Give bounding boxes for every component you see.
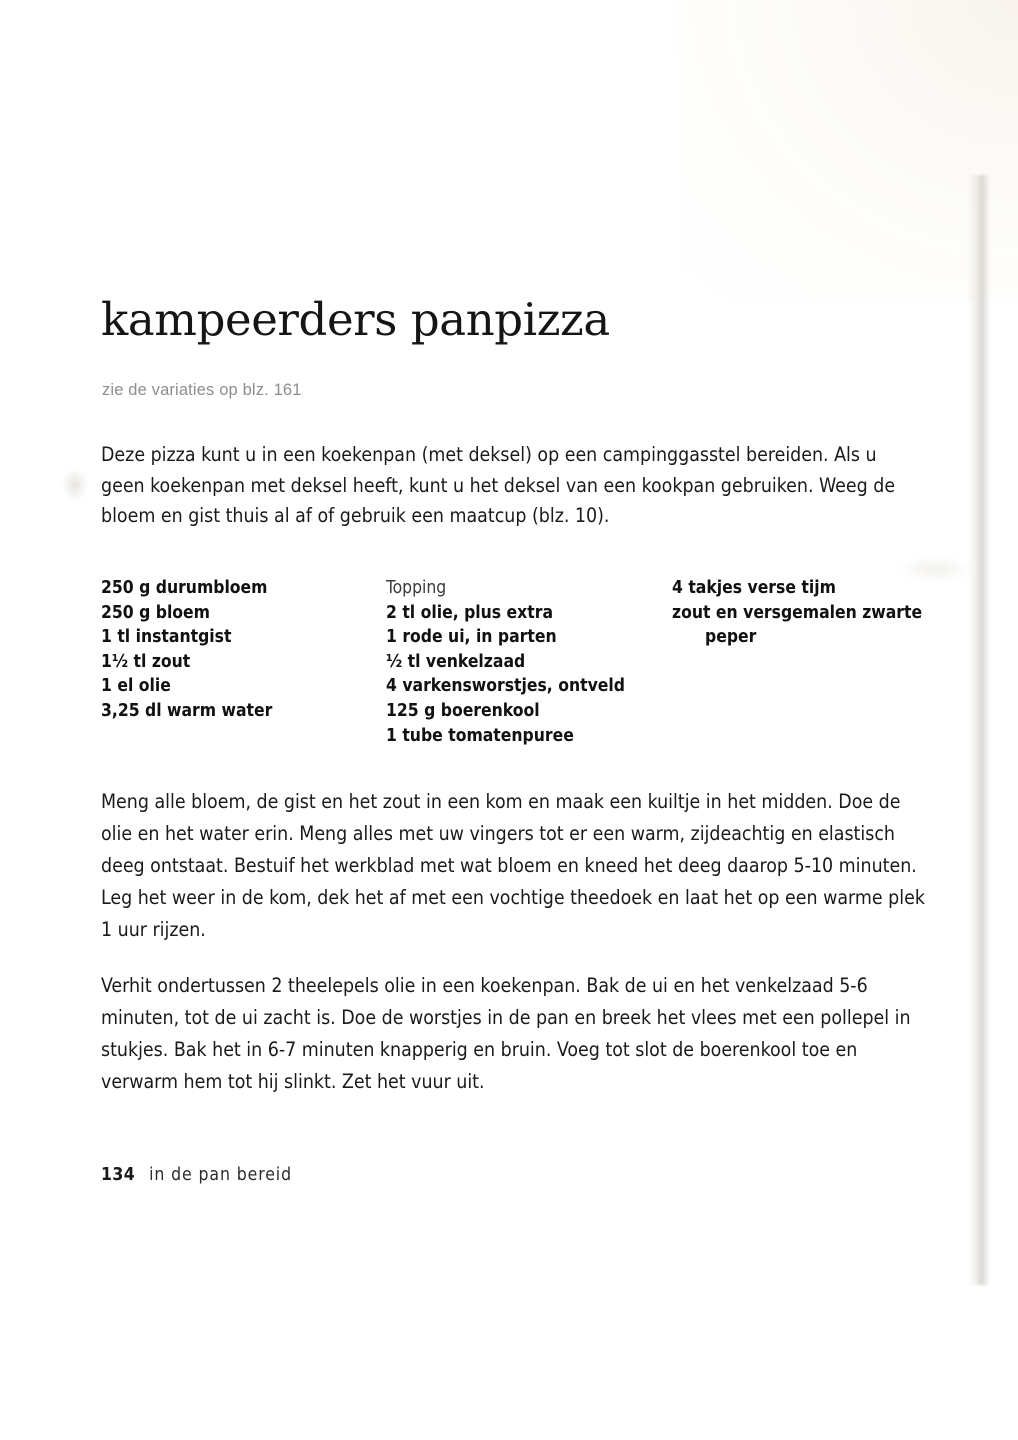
ingredient-item: zout en versgemalen zwarte bbox=[672, 602, 923, 623]
ingredient-item: 125 g boerenkool bbox=[386, 700, 540, 721]
ingredient-item: 4 takjes verse tijm bbox=[672, 578, 836, 598]
ingredient-item: 1 rode ui, in parten bbox=[386, 627, 557, 648]
ingredients-list-3 bbox=[672, 576, 925, 650]
method-step: Meng alle bloem, de gist en het zout in een kom en maak een kuiltje in het midden. Doe de olie en het water erin. Meng alles met uw vingers tot er een warm, zijdeachtig en elastisch deeg ontstaat. Bestuif het werkblad met wat bloem en kneed het deeg daarop 5-10 minuten. Leg het weer in de kom, dek het af met een vochtige theedoek en laat het op een warme plek 1 uur rijzen. bbox=[101, 790, 925, 941]
page-footer bbox=[101, 1165, 292, 1185]
paper-tint bbox=[678, 0, 1018, 300]
ingredients-column-3 bbox=[672, 576, 925, 650]
ingredients-section bbox=[101, 576, 925, 748]
ingredient-item: 2 tl olie, plus extra bbox=[386, 602, 553, 623]
ingredient-item: 1 tube tomatenpuree bbox=[386, 725, 574, 746]
method-step: Verhit ondertussen 2 theelepels olie in een koekenpan. Bak de ui en het venkelzaad 5-6 minuten, tot de ui zacht is. Doe de worstjes in de pan en breek het vlees met een pollepel in stukjes. Bak het in 6-7 minuten knapperig en bruin. Voeg tot slot de boerenkool toe en verwarm hem tot hij slinkt. Zet het vuur uit. bbox=[101, 974, 911, 1093]
recipe-intro-paragraph: Deze pizza kunt u in een koekenpan (met deksel) op een campinggasstel bereiden. Als u geen koekenpan met deksel heeft, kunt u het deksel van een kookpan gebruiken. Weeg de bloem en gist thuis al af of gebruik een maatcup (blz. 10). bbox=[101, 443, 896, 527]
ingredient-item: 250 g bloem bbox=[101, 602, 210, 623]
ingredients-subheading-topping: Topping bbox=[386, 578, 447, 598]
ingredient-item: 250 g durumbloem bbox=[101, 578, 268, 598]
ingredients-list-1 bbox=[101, 576, 386, 724]
page-number: 134 bbox=[101, 1165, 136, 1185]
footer-section-label: in de pan bereid bbox=[149, 1165, 292, 1185]
ingredients-column-1 bbox=[101, 576, 386, 724]
ingredient-item: 4 varkensworstjes, ontveld bbox=[386, 676, 625, 697]
method-section bbox=[101, 786, 925, 1098]
recipe-subtitle: zie de variaties op blz. 161 bbox=[102, 381, 302, 399]
ingredient-item: 1½ tl zout bbox=[101, 651, 191, 672]
ingredient-item: 3,25 dl warm water bbox=[101, 700, 273, 721]
recipe-title: kampeerders panpizza bbox=[101, 293, 610, 346]
scan-artifact-left bbox=[62, 468, 88, 502]
ingredients-list-2 bbox=[386, 601, 672, 749]
ingredient-item-continuation: peper bbox=[705, 627, 757, 648]
ingredient-item: 1 tl instantgist bbox=[101, 627, 232, 648]
ingredient-item: ½ tl venkelzaad bbox=[386, 651, 526, 672]
ingredient-item: 1 el olie bbox=[101, 676, 171, 697]
ingredients-column-2 bbox=[386, 576, 672, 748]
page-edge-shadow bbox=[968, 175, 990, 1285]
